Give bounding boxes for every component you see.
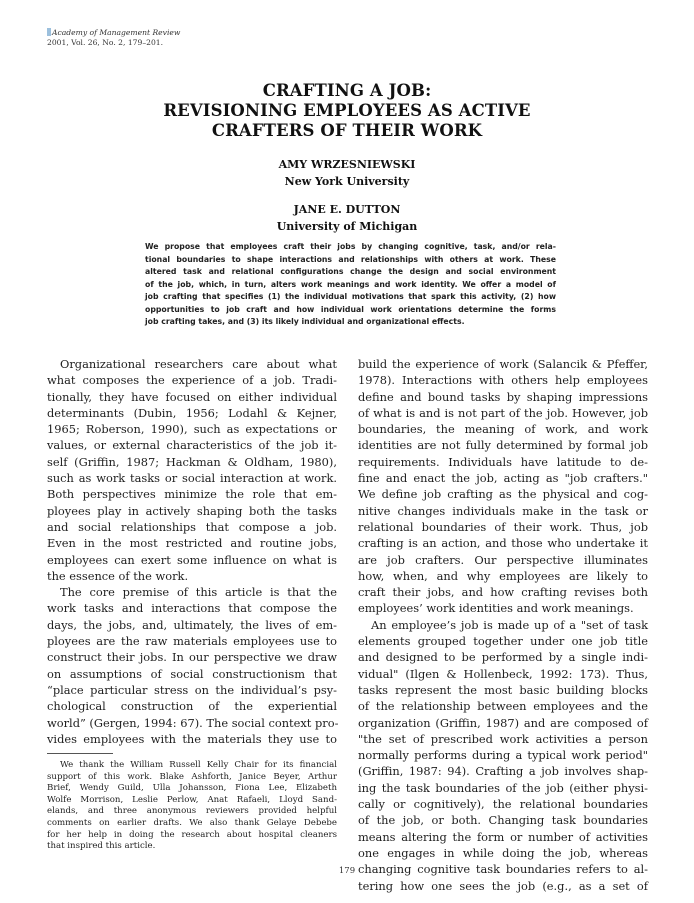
body-line: of the relationship between employees and the: [358, 699, 648, 714]
journal-header: [47, 28, 180, 48]
body-line: are job crafters. Our perspective illuminates: [358, 552, 648, 567]
body-line: 1965; Roberson, 1990), such as expectations or: [47, 422, 337, 437]
body-line: how, when, and why employees are likely to: [358, 568, 648, 583]
body-line: on assumptions of social constructionism that: [47, 666, 337, 681]
abstract-line: opportunities to job craft and how individual work orientations determine the forms: [145, 304, 556, 314]
body-line: chological construction of the experiential: [47, 699, 337, 714]
body-line: ing the task boundaries of the job (either physi-: [358, 780, 648, 795]
body-line: organization (Griffin, 1987) and are composed of: [358, 715, 648, 730]
author-block: [0, 156, 694, 190]
body-line: world” (Gergen, 1994: 67). The social context pro-: [47, 715, 339, 730]
footnote-line: Wolfe Morrison, Leslie Perlow, Anat Rafaeli, Lloyd Sand-: [47, 794, 337, 805]
body-line: (Griffin, 1987: 94). Crafting a job involves shap-: [358, 764, 648, 779]
body-line: of the job, or both. Changing task boundaries: [358, 813, 648, 828]
body-line: define and bound tasks by shaping impressions: [358, 389, 648, 404]
body-line: tering how one sees the job (e.g., as a set of: [358, 878, 648, 893]
body-line: boundaries, the meaning of work, and work: [358, 422, 648, 437]
body-line: "the set of prescribed work activities a person: [358, 731, 648, 746]
footnote-line: Brief, Wendy Guild, Ulla Johansson, Fiona Lee, Elizabeth: [47, 783, 337, 794]
title-line: REVISIONING EMPLOYEES AS ACTIVE: [163, 101, 531, 120]
body-line: days, the jobs, and, ultimately, the lives of em-: [47, 617, 337, 632]
body-line: construct their jobs. In our perspective we draw: [47, 650, 337, 665]
abstract-line: of the job, which, in turn, alters work meanings and work identity. We offer a model of: [145, 279, 556, 289]
body-line: and designed to be performed by a single indi-: [358, 650, 648, 665]
body-line: vides employees with the materials they use to: [47, 731, 337, 746]
body-line: one engages in while doing the job, whereas: [358, 845, 648, 860]
body-line: Both perspectives minimize the role that em-: [47, 487, 337, 502]
body-line: We define job crafting as the physical and cog-: [358, 487, 648, 502]
body-line: relational boundaries of their work. Thus, job: [358, 519, 648, 534]
body-line: crafting is an action, and those who undertake it: [358, 536, 648, 551]
body-column-right: [358, 356, 648, 894]
body-line: and social relationships that compose a job.: [47, 519, 337, 534]
body-line: elements grouped together under one job title: [358, 634, 648, 649]
body-line: cally or cognitively), the relational boundaries: [358, 797, 648, 812]
body-line: determinants (Dubin, 1956; Lodahl & Kejner,: [47, 405, 337, 420]
body-line: An employee’s job is made up of a "set of task: [371, 617, 648, 632]
page-number: 179: [338, 866, 356, 876]
footnote-line: for her help in doing the research about hospital cleaners: [47, 829, 337, 840]
author-block: [0, 201, 694, 235]
body-line: 1978). Interactions with others help employees: [358, 373, 648, 388]
footnote-line: that inspired this article.: [47, 841, 156, 852]
body-line: ployees are the raw materials employees use to: [47, 634, 337, 649]
footnote-line: elands, and three anonymous reviewers provided helpful: [47, 806, 337, 817]
author-name: JANE E. DUTTON: [293, 203, 401, 216]
body-line: the essence of the work.: [47, 568, 189, 583]
abstract-line: We propose that employees craft their jobs by changing cognitive, task, and/or rela-: [145, 242, 556, 251]
footnote-line: We thank the William Russell Kelly Chair for its financial: [60, 760, 337, 770]
body-line: means altering the form or number of activities: [358, 829, 648, 844]
body-line: Even in the most restricted and routine jobs,: [47, 536, 337, 551]
body-line: normally performs during a typical work period": [358, 748, 648, 763]
abstract-line: tional boundaries to shape interactions and relationships with others at work. These: [145, 254, 556, 264]
author-affiliation: New York University: [284, 175, 410, 188]
journal-citation: 2001, Vol. 26, No. 2, 179–201.: [47, 38, 164, 47]
body-column-left: [47, 356, 337, 747]
author-affiliation: University of Michigan: [276, 220, 418, 233]
body-line: employees’ work identities and work meanings.: [358, 601, 634, 616]
body-line: values, or external characteristics of the job it-: [47, 438, 337, 453]
body-line: Organizational researchers care about what: [60, 357, 337, 371]
article-title: [0, 81, 694, 141]
body-line: self (Griffin, 1987; Hackman & Oldham, 1980),: [47, 454, 337, 469]
title-line: CRAFTING A JOB:: [262, 81, 432, 100]
abstract-line: job crafting takes, and (3) its likely individual and organizational effects.: [145, 317, 465, 326]
abstract: [145, 241, 556, 329]
footnote-divider: [47, 753, 113, 754]
body-line: changing cognitive task boundaries refers to al-: [358, 862, 648, 877]
body-line: tionally, they have focused on either individual: [47, 389, 337, 404]
body-line: build the experience of work (Salancik & Pfeffer,: [358, 357, 648, 371]
body-line: The core premise of this article is that the: [60, 585, 337, 600]
footnote-line: support of this work. Blake Ashforth, Janice Beyer, Arthur: [47, 771, 337, 782]
body-line: tasks represent the most basic building blocks: [358, 682, 648, 697]
body-line: vidual" (Ilgen & Hollenbeck, 1992: 173). Thus,: [358, 666, 648, 681]
title-line: CRAFTERS OF THEIR WORK: [211, 121, 483, 140]
body-line: work tasks and interactions that compose the: [47, 601, 337, 616]
body-line: requirements. Individuals have latitude to de-: [358, 454, 648, 469]
abstract-line: altered task and relational configurations change the design and social environment: [145, 267, 556, 276]
body-line: craft their jobs, and how crafting revises both: [358, 585, 648, 600]
text-cursor-marker-icon: [47, 28, 51, 36]
author-name: AMY WRZESNIEWSKI: [278, 158, 416, 171]
body-line: “place particular stress on the individual’s psy-: [47, 682, 337, 697]
body-line: such as work tasks or social interaction at work.: [47, 471, 337, 486]
abstract-line: job crafting that specifies (1) the individual motivations that spark this activity, (2) how: [145, 292, 556, 301]
body-line: nitive changes individuals make in the task or: [358, 503, 648, 518]
body-line: fine and enact the job, acting as "job crafters.": [358, 471, 648, 486]
body-line: employees can exert some influence on what is: [47, 552, 337, 567]
body-line: identities are not fully determined by formal job: [358, 438, 648, 453]
footnote: [47, 760, 337, 853]
body-line: what composes the experience of a job. Tradi-: [47, 373, 337, 388]
journal-name: Academy of Management Review: [52, 28, 181, 37]
body-line: ployees play in actively shaping both the tasks: [47, 503, 337, 518]
footnote-line: comments on earlier drafts. We also thank Gelaye Debebe: [47, 817, 337, 828]
body-line: of what is and is not part of the job. However, job: [358, 405, 648, 420]
journal-name-line: [47, 28, 180, 38]
